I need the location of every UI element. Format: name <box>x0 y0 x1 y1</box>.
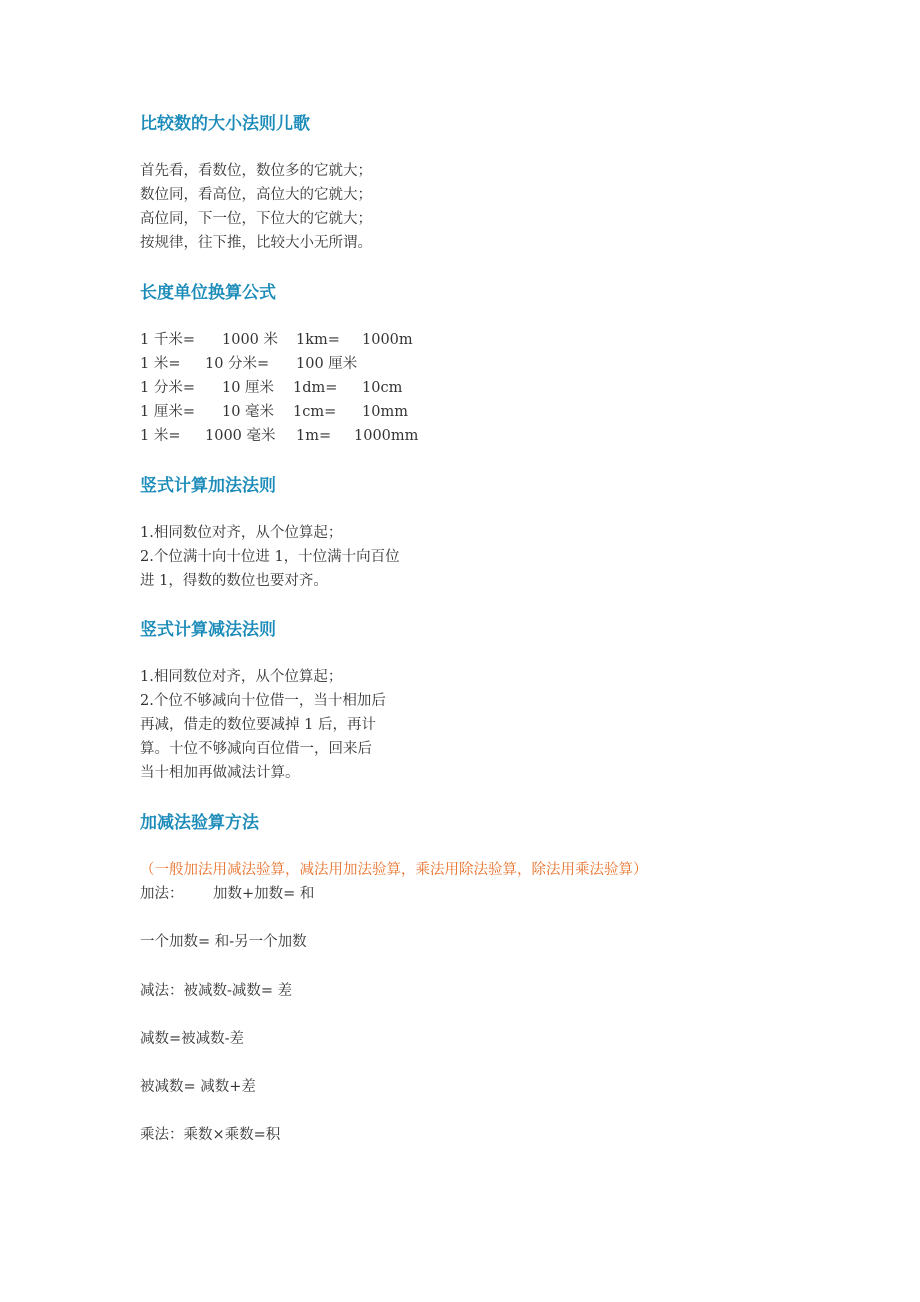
length-cell: 1 米= <box>140 428 181 444</box>
length-cell: 100 厘米 <box>296 356 358 372</box>
length-cell: 1 厘米= <box>140 404 195 420</box>
length-cell: 1000m <box>362 332 413 348</box>
compare-line: 首先看，看数位，数位多的它就大； <box>140 163 372 179</box>
length-row <box>140 426 418 446</box>
check-line: 乘法：乘数×乘数=积 <box>140 1127 281 1143</box>
check-line: 减法：被减数-减数= 差 <box>140 983 293 999</box>
subtraction-line: 算。十位不够减向百位借一，回来后 <box>140 741 372 757</box>
check-line: 被减数= 减数+差 <box>140 1079 256 1095</box>
length-cell: 1 米= <box>140 356 181 372</box>
check-heading: 加减法验算方法 <box>140 813 259 833</box>
subtraction-heading: 竖式计算减法法则 <box>140 620 276 640</box>
subtraction-line: 当十相加再做减法计算。 <box>140 765 300 781</box>
length-cell: 1000 毫米 <box>205 428 276 444</box>
compare-line: 按规律，往下推，比较大小无所谓。 <box>140 235 372 251</box>
check-note: （一般加法用减法验算，减法用加法验算，乘法用除法验算，除法用乘法验算） <box>140 862 648 878</box>
subtraction-line: 再减，借走的数位要减掉 1 后，再计 <box>140 717 376 733</box>
check-add-formula: 加数+加数= 和 <box>213 886 315 902</box>
addition-heading: 竖式计算加法法则 <box>140 476 276 496</box>
addition-line: 2.个位满十向十位进 1，十位满十向百位 <box>140 549 400 565</box>
length-cell: 10mm <box>362 404 408 420</box>
subtraction-line: 2.个位不够减向十位借一，当十相加后 <box>140 693 386 709</box>
length-row <box>140 354 357 374</box>
length-cell: 10 厘米 <box>222 380 275 396</box>
length-cell: 1 千米= <box>140 332 195 348</box>
length-cell: 1 分米= <box>140 380 195 396</box>
subtraction-line: 1.相同数位对齐，从个位算起； <box>140 669 343 685</box>
addition-line: 进 1，得数的数位也要对齐。 <box>140 573 328 589</box>
check-add-line <box>140 884 314 904</box>
length-row <box>140 330 413 350</box>
check-line: 减数=被减数-差 <box>140 1031 245 1047</box>
length-cell: 10 分米= <box>205 356 270 372</box>
check-add-label: 加法： <box>140 886 184 902</box>
length-heading: 长度单位换算公式 <box>140 283 276 303</box>
length-cell: 1000mm <box>354 428 419 444</box>
compare-line: 高位同，下一位，下位大的它就大； <box>140 211 372 227</box>
compare-line: 数位同，看高位，高位大的它就大； <box>140 187 372 203</box>
check-line: 一个加数= 和-另一个加数 <box>140 934 307 950</box>
length-cell: 1dm= <box>293 380 338 396</box>
length-cell: 1000 米 <box>222 332 279 348</box>
length-cell: 10 毫米 <box>222 404 275 420</box>
compare-heading: 比较数的大小法则儿歌 <box>140 114 310 134</box>
length-cell: 1cm= <box>293 404 337 420</box>
length-cell: 1m= <box>296 428 332 444</box>
length-row <box>140 378 402 398</box>
length-cell: 10cm <box>362 380 403 396</box>
length-cell: 1km= <box>296 332 340 348</box>
addition-line: 1.相同数位对齐，从个位算起； <box>140 525 343 541</box>
length-row <box>140 402 408 422</box>
